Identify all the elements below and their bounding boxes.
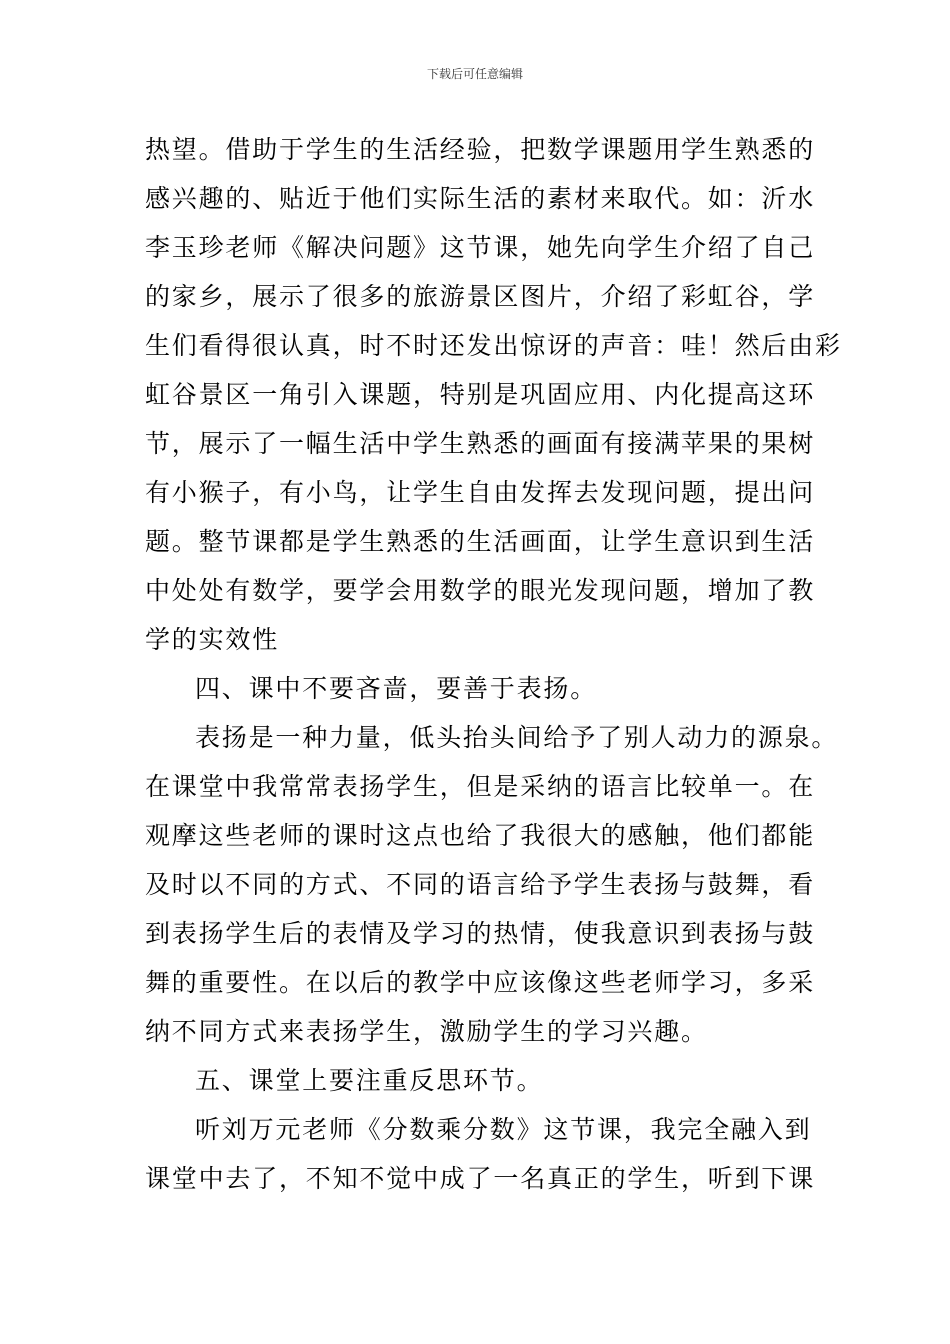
paragraph-start-line: 听刘万元老师《分数乘分数》这节课，我完全融入到 [195,1115,812,1144]
header-note: 下载后可任意编辑 [426,67,523,81]
text-line: 观摩这些老师的课时这点也给了我很大的感触，他们都能 [145,821,816,850]
text-line: 感兴趣的、贴近于他们实际生活的素材来取代。如：沂水 [145,184,816,213]
text-line: 课堂中去了，不知不觉中成了一名真正的学生，听到下课 [145,1164,816,1193]
text-line: 的家乡，展示了很多的旅游景区图片，介绍了彩虹谷，学 [145,282,816,311]
section-heading: 五、课堂上要注重反思环节。 [195,1066,544,1095]
text-line: 热望。借助于学生的生活经验，把数学课题用学生熟悉的 [145,135,816,164]
text-line: 纳不同方式来表扬学生，激励学生的学习兴趣。 [145,1017,708,1046]
text-line: 学的实效性 [145,625,280,654]
text-line: 在课堂中我常常表扬学生，但是采纳的语言比较单一。在 [145,772,816,801]
section-heading: 四、课中不要吝啬，要善于表扬。 [195,674,598,703]
text-line: 到表扬学生后的表情及学习的热情，使我意识到表扬与鼓 [145,919,816,948]
paragraph-start-line: 表扬是一种力量，低头抬头间给予了别人动力的源泉。 [195,723,839,752]
text-line: 中处处有数学，要学会用数学的眼光发现问题，增加了教 [145,576,816,605]
text-line: 生们看得很认真，时不时还发出惊讶的声音：哇！然后由彩 [145,331,842,360]
text-line: 舞的重要性。在以后的教学中应该像这些老师学习，多采 [145,968,816,997]
text-line: 李玉珍老师《解决问题》这节课，她先向学生介绍了自己 [145,233,816,262]
text-line: 节，展示了一幅生活中学生熟悉的画面有接满苹果的果树 [145,429,816,458]
text-line: 题。整节课都是学生熟悉的生活画面，让学生意识到生活 [145,527,816,556]
text-line: 有小猴子，有小鸟，让学生自由发挥去发现问题，提出问 [145,478,816,507]
text-line: 及时以不同的方式、不同的语言给予学生表扬与鼓舞，看 [145,870,816,899]
text-line: 虹谷景区一角引入课题，特别是巩固应用、内化提高这环 [145,380,816,409]
